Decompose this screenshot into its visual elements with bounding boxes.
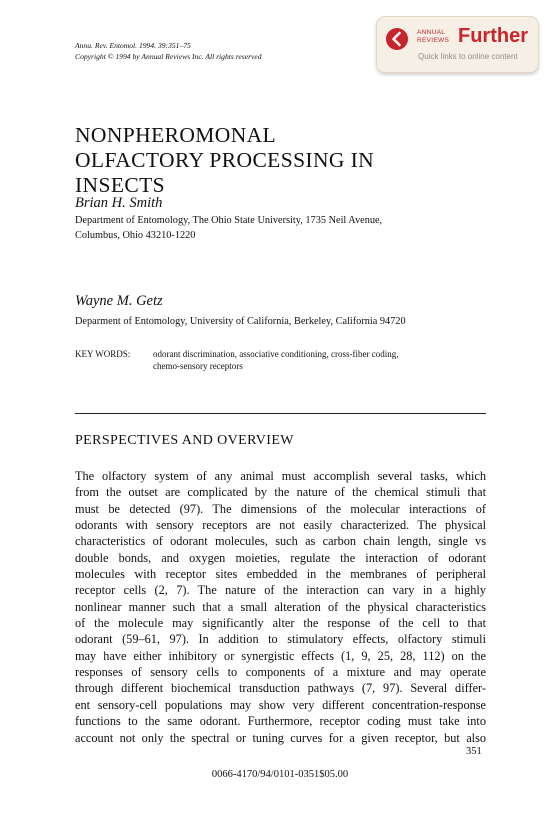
body-line: responses of sensory cells to components of a mixture and may operate xyxy=(75,665,486,680)
body-line: must be detected (97). The dimensions of the molecular interactions of xyxy=(75,501,486,516)
article-title xyxy=(75,123,374,198)
keywords-line: odorant discrimination, associative conditioning, cross-fiber coding, xyxy=(153,349,399,359)
body-line: odorant (59–61, 97). In addition to stimulatory effects, olfactory stimuli xyxy=(75,632,486,647)
affiliation-line: Columbus, Ohio 43210-1220 xyxy=(75,229,196,241)
affiliation-line: Deparment of Entomology, University of California, Berkeley, California 94720 xyxy=(75,316,406,327)
further-links-box[interactable] xyxy=(376,16,539,73)
copyright-line: Copyright © 1994 by Annual Reviews Inc. All rights reserved xyxy=(75,52,262,61)
keywords-line: chemo-sensory receptors xyxy=(153,360,243,371)
body-line: of the molecule may significantly alter the response of the cell to that xyxy=(75,616,486,631)
body-line: nonlinear manner such that a small alteration of the physical characteristics xyxy=(75,599,486,614)
journal-citation xyxy=(75,40,262,62)
author-affiliation xyxy=(75,214,382,243)
annual-reviews-label: ANNUAL xyxy=(417,29,446,36)
body-line: ent sensory-cell populations may show very different concentration-response xyxy=(75,697,486,712)
body-line: receptor cells (2, 7). The nature of the interaction can vary in a highly xyxy=(75,583,486,598)
annual-reviews-logo-icon xyxy=(385,27,409,51)
affiliation-line: Department of Entomology, The Ohio State University, 1735 Neil Avenue, xyxy=(75,215,383,226)
body-line: account not only the spectral or tuning curves for a given receptor, but also xyxy=(75,730,486,745)
body-line: odorants with sensory receptors are not easily characterized. The physical xyxy=(75,518,486,533)
title-line: INSECTS xyxy=(75,173,166,197)
further-label: Further xyxy=(458,25,528,47)
price-code: 0066-4170/94/0101-0351$05.00 xyxy=(211,769,349,780)
body-line: molecules with receptor sites embedded in the membranes of peripheral xyxy=(75,567,486,582)
body-line: functions to the same odorant. Furthermore, receptor coding must take into xyxy=(75,714,486,729)
citation-line: Annu. Rev. Entomol. 1994. 39:351–75 xyxy=(75,41,191,50)
body-line: may have either inhibitory or synergistic effects (1, 9, 25, 28, 112) on the xyxy=(75,648,486,663)
section-divider xyxy=(75,413,486,414)
title-line: NONPHEROMONAL xyxy=(75,123,277,147)
author-name: Wayne M. Getz xyxy=(75,293,163,309)
body-line: through different biochemical transduction pathways (7, 97). Several differ- xyxy=(75,681,486,696)
body-paragraph xyxy=(75,468,486,746)
author-affiliation xyxy=(75,315,406,330)
title-line: OLFACTORY PROCESSING IN xyxy=(75,148,375,172)
section-heading: PERSPECTIVES AND OVERVIEW xyxy=(75,433,294,448)
body-line: The olfactory system of any animal must accomplish several tasks, which xyxy=(75,469,486,483)
further-subtitle: Quick links to online content xyxy=(418,52,518,61)
body-line: from the outset are complicated by the nature of the chemical stimuli that xyxy=(75,485,486,500)
keywords-list xyxy=(153,349,398,372)
author-name: Brian H. Smith xyxy=(75,195,163,211)
body-line: characteristics of odorant molecules, such as carbon chain length, single vs xyxy=(75,534,486,549)
body-line: double bonds, and oxygen moieties, regulate the interaction of odorant xyxy=(75,550,486,565)
keywords-label: KEY WORDS: xyxy=(75,349,131,359)
annual-reviews-label: REVIEWS xyxy=(417,37,450,44)
page-number: 351 xyxy=(466,746,482,757)
